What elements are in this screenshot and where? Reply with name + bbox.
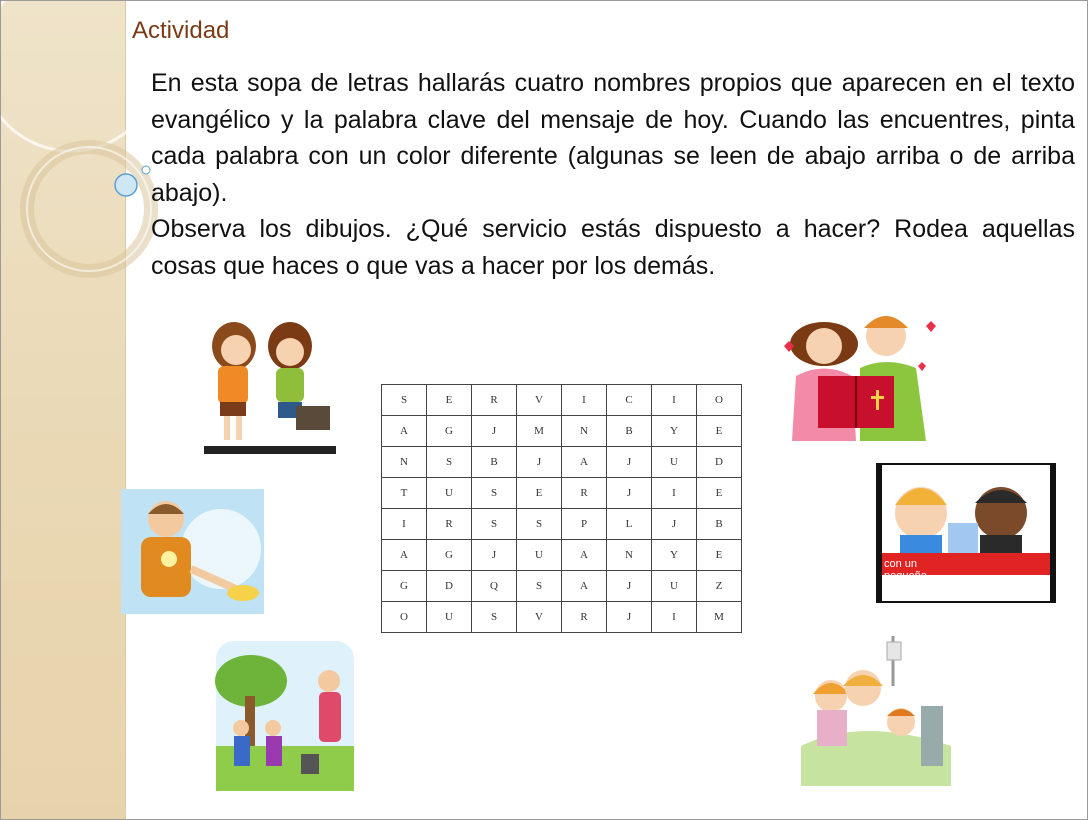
grid-cell: R [562, 602, 607, 633]
grid-cell: E [697, 478, 742, 509]
grid-cell: O [697, 385, 742, 416]
grid-cell: S [472, 478, 517, 509]
grid-cell: E [517, 478, 562, 509]
grid-cell: D [427, 571, 472, 602]
illustration-hospital-visit [801, 636, 956, 786]
grid-cell: J [607, 602, 652, 633]
instructions-paragraph-2: Observa los dibujos. ¿Qué servicio estás dispuesto a hacer? Rodea aquellas cosas que haces o que vas a hacer por los demás. [151, 215, 1075, 280]
grid-cell: U [652, 447, 697, 478]
grid-cell: V [517, 385, 562, 416]
grid-row [382, 571, 742, 602]
grid-cell: O [382, 602, 427, 633]
grid-cell: S [517, 509, 562, 540]
grid-cell: I [382, 509, 427, 540]
grid-cell: J [472, 540, 517, 571]
grid-cell: A [562, 540, 607, 571]
slide-title: Actividad [132, 17, 230, 44]
grid-row [382, 602, 742, 633]
grid-cell: T [382, 478, 427, 509]
grid-cell: J [652, 509, 697, 540]
grid-row [382, 540, 742, 571]
grid-cell: R [562, 478, 607, 509]
grid-cell: N [382, 447, 427, 478]
grid-cell: D [697, 447, 742, 478]
grid-cell: S [472, 602, 517, 633]
grid-cell: I [652, 602, 697, 633]
grid-row [382, 416, 742, 447]
grid-cell: V [517, 602, 562, 633]
grid-cell: U [427, 602, 472, 633]
grid-cell: E [697, 540, 742, 571]
grid-cell: S [517, 571, 562, 602]
grid-row [382, 478, 742, 509]
illustration-family-outdoors [211, 636, 356, 796]
grid-cell: J [472, 416, 517, 447]
grid-cell: Q [472, 571, 517, 602]
word-search-table [381, 384, 742, 633]
grid-cell: M [517, 416, 562, 447]
grid-cell: C [607, 385, 652, 416]
grid-cell: N [607, 540, 652, 571]
instructions-paragraph-1: En esta sopa de letras hallarás cuatro nombres propios que aparecen en el texto evangélico y la palabra clave del mensaje de hoy. Cuando las encuentres, pinta cada palabra con un color diferente (algunas se leen de abajo arriba o de arriba abajo). [151, 69, 1075, 207]
grid-cell: J [607, 447, 652, 478]
grid-cell: A [562, 447, 607, 478]
grid-row [382, 385, 742, 416]
grid-cell: I [652, 385, 697, 416]
grid-cell: A [382, 416, 427, 447]
grid-cell: J [607, 478, 652, 509]
grid-row [382, 509, 742, 540]
grid-cell: R [427, 509, 472, 540]
grid-cell: A [382, 540, 427, 571]
grid-cell: G [427, 416, 472, 447]
grid-cell: A [562, 571, 607, 602]
grid-cell: L [607, 509, 652, 540]
grid-cell: Z [697, 571, 742, 602]
grid-cell: N [562, 416, 607, 447]
grid-cell: G [427, 540, 472, 571]
grid-cell: U [517, 540, 562, 571]
instructions-text [151, 65, 1075, 284]
grid-cell: S [382, 385, 427, 416]
illustration-couple-with-bible [776, 306, 946, 446]
grid-cell: E [697, 416, 742, 447]
grid-cell: I [652, 478, 697, 509]
illustration-banner-text: con un pequeño aporte... [884, 558, 927, 594]
grid-cell: U [652, 571, 697, 602]
grid-cell: U [427, 478, 472, 509]
grid-cell: J [517, 447, 562, 478]
grid-cell: G [382, 571, 427, 602]
grid-cell: B [697, 509, 742, 540]
grid-cell: M [697, 602, 742, 633]
grid-cell: E [427, 385, 472, 416]
grid-cell: Y [652, 540, 697, 571]
grid-cell: B [607, 416, 652, 447]
grid-cell: Y [652, 416, 697, 447]
word-search-grid [381, 384, 742, 633]
grid-cell: S [427, 447, 472, 478]
illustration-girls-comforting [204, 306, 336, 456]
grid-cell: J [607, 571, 652, 602]
grid-cell: P [562, 509, 607, 540]
grid-row [382, 447, 742, 478]
grid-cell: R [472, 385, 517, 416]
grid-cell: S [472, 509, 517, 540]
grid-cell: I [562, 385, 607, 416]
illustration-man-giving-light [121, 489, 264, 614]
grid-cell: B [472, 447, 517, 478]
